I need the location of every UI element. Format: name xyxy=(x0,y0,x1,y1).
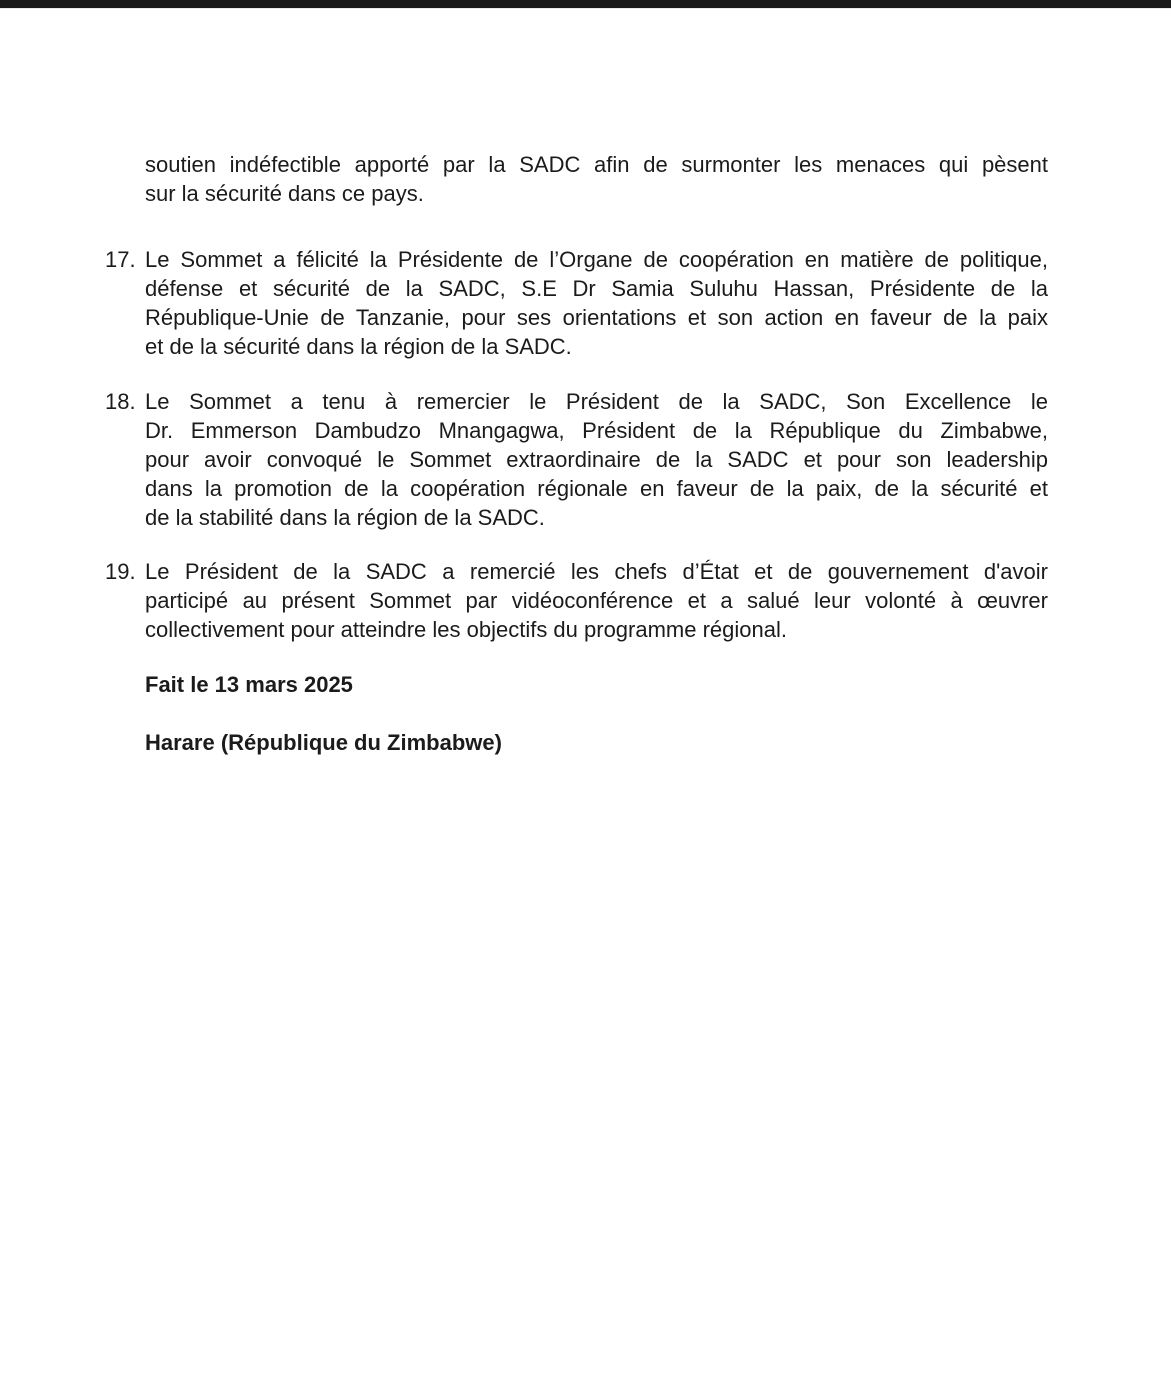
list-number: 18. xyxy=(105,389,136,414)
date-line xyxy=(145,670,1048,699)
text-line: Fait le 13 mars 2025 xyxy=(145,672,353,697)
text-line: défense et sécurité de la SADC, S.E Dr Samia Suluhu Hassan, Présidente de la xyxy=(145,276,1048,301)
list-number: 17. xyxy=(105,247,136,272)
list-item-17 xyxy=(105,245,1048,361)
text-line: Le Président de la SADC a remercié les chefs d’État et de gouvernement d'avoir xyxy=(145,559,1048,584)
continuation xyxy=(145,150,1048,208)
text-line: de la stabilité dans la région de la SADC. xyxy=(145,505,545,530)
document-content xyxy=(0,8,1171,757)
list-item-19 xyxy=(105,557,1048,644)
text-line: Harare (République du Zimbabwe) xyxy=(145,730,502,755)
list-item-18 xyxy=(105,387,1048,532)
text-line: collectivement pour atteindre les objectifs du programme régional. xyxy=(145,617,787,642)
text-line: et de la sécurité dans la région de la SADC. xyxy=(145,334,572,359)
text-line: pour avoir convoqué le Sommet extraordinaire de la SADC et pour son leadership xyxy=(145,447,1048,472)
text-line: Dr. Emmerson Dambudzo Mnangagwa, Président de la République du Zimbabwe, xyxy=(145,418,1048,443)
text-line: soutien indéfectible apporté par la SADC afin de surmonter les menaces qui pèsent xyxy=(145,152,1048,177)
text-line: participé au présent Sommet par vidéoconférence et a salué leur volonté à œuvrer xyxy=(145,588,1048,613)
text-line: République-Unie de Tanzanie, pour ses orientations et son action en faveur de la paix xyxy=(145,305,1048,330)
list-number: 19. xyxy=(105,559,136,584)
document-page xyxy=(0,8,1171,757)
text-line: Le Sommet a tenu à remercier le Président de la SADC, Son Excellence le xyxy=(145,389,1048,414)
place-line xyxy=(145,728,1048,757)
text-line: dans la promotion de la coopération régionale en faveur de la paix, de la sécurité et xyxy=(145,476,1048,501)
text-line: Le Sommet a félicité la Présidente de l’Organe de coopération en matière de politique, xyxy=(145,247,1048,272)
text-line: sur la sécurité dans ce pays. xyxy=(145,181,424,206)
